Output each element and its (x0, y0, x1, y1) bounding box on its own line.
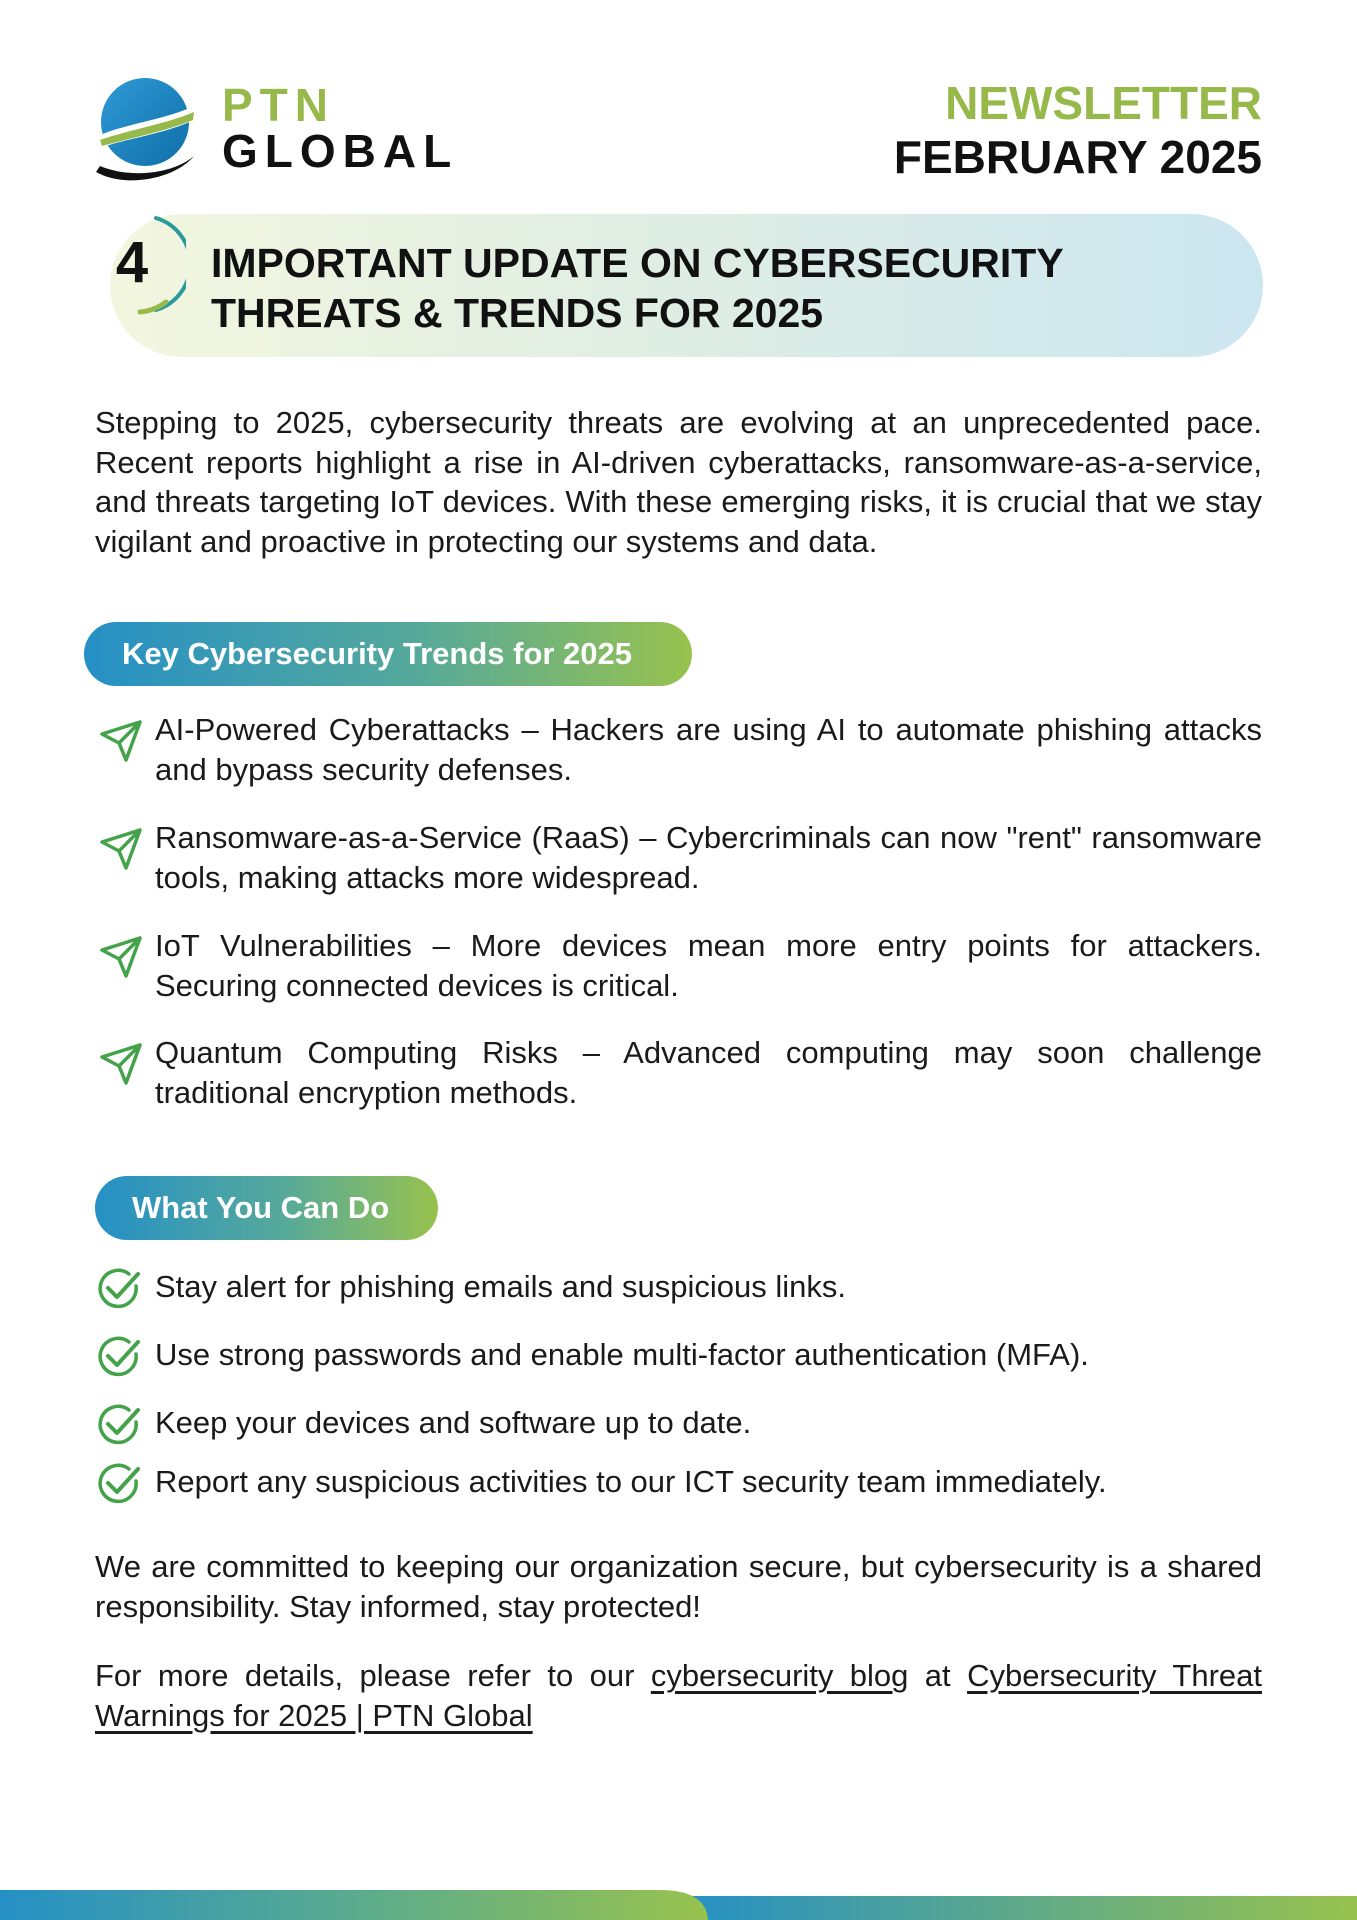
check-circle-icon (96, 1334, 142, 1380)
newsletter-label: NEWSLETTER (945, 77, 1262, 129)
ptn-global-logo (94, 76, 459, 186)
footer-band (0, 1870, 1357, 1920)
check-circle-icon (96, 1461, 142, 1507)
section-title-line-2: THREATS & TRENDS FOR 2025 (211, 290, 824, 336)
paper-plane-icon (98, 1041, 144, 1087)
action-item: Use strong passwords and enable multi-factor authentication (MFA). (155, 1337, 1089, 1372)
section-title-line-1: IMPORTANT UPDATE ON CYBERSECURITY (211, 240, 1064, 286)
trends-heading: Key Cybersecurity Trends for 2025 (84, 622, 692, 686)
more-details-prefix: For more details, please refer to our (95, 1658, 651, 1693)
newsletter-date: FEBRUARY 2025 (893, 131, 1262, 183)
paper-plane-icon (98, 718, 144, 764)
section-number: 4 (115, 230, 149, 295)
more-details-middle: at (908, 1658, 968, 1693)
closing-paragraph: We are committed to keeping our organization secure, but cybersecurity is a shared responsibility. Stay informed, stay protected! (95, 1549, 1262, 1624)
check-circle-icon (96, 1402, 142, 1448)
section-title (211, 238, 1171, 338)
actions-heading: What You Can Do (95, 1176, 438, 1240)
more-details-paragraph (95, 1656, 1262, 1735)
paper-plane-icon (98, 826, 144, 872)
trend-item: Ransomware-as-a-Service (RaaS) – Cybercriminals can now "rent" ransomware tools, making attacks more widespread. (155, 820, 1262, 895)
trend-item: AI-Powered Cyberattacks – Hackers are using AI to automate phishing attacks and bypass security defenses. (155, 712, 1262, 787)
action-item: Report any suspicious activities to our ICT security team immediately. (155, 1464, 1107, 1499)
trend-item: IoT Vulnerabilities – More devices mean more entry points for attackers. Securing connected devices is critical. (155, 928, 1262, 1003)
intro-paragraph: Stepping to 2025, cybersecurity threats are evolving at an unprecedented pace. Recent reports highlight a rise in AI-driven cyberattacks, ransomware-as-a-service, and threats targeting IoT devices. With these emerging risks, it is crucial that we stay vigilant and proactive in protecting our systems and data. (95, 405, 1262, 559)
trend-item: Quantum Computing Risks – Advanced computing may soon challenge traditional encryption methods. (155, 1035, 1262, 1110)
action-item: Keep your devices and software up to date. (155, 1405, 752, 1440)
logo-text-ptn: PTN (222, 79, 335, 131)
logo-text-global: GLOBAL (222, 125, 459, 177)
globe-logo-icon (94, 76, 196, 186)
article-link[interactable]: Cybersecurity Threat Warnings for 2025 | PTN Global (95, 1658, 1262, 1733)
paper-plane-icon (98, 934, 144, 980)
action-item: Stay alert for phishing emails and suspicious links. (155, 1269, 846, 1304)
cybersecurity-blog-link[interactable]: cybersecurity blog (650, 1658, 909, 1693)
check-circle-icon (96, 1266, 142, 1312)
